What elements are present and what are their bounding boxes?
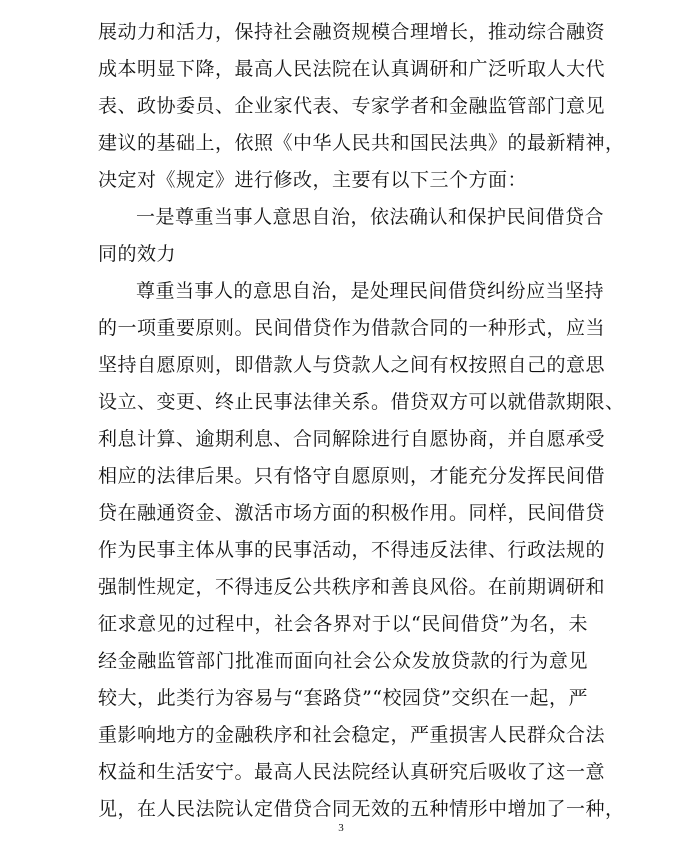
text-line-9: 的一项重要原则。民间借贷作为借款合同的一种形式，应当 bbox=[98, 317, 606, 339]
text-line-13: 相应的法律后果。只有恪守自愿原则，才能充分发挥民间借 bbox=[98, 465, 606, 487]
text-line-5: 决定对《规定》进行修改，主要有以下三个方面： bbox=[98, 169, 528, 191]
text-line-2: 成本明显下降，最高人民法院在认真调研和广泛听取人大代 bbox=[98, 58, 606, 80]
section-heading-line-2: 同的效力 bbox=[98, 243, 177, 265]
text-line-22: 见，在人民法院认定借贷合同无效的五种情形中增加了一种， bbox=[98, 798, 625, 820]
text-line-10: 坚持自愿原则，即借款人与贷款人之间有权按照自己的意思 bbox=[98, 354, 606, 376]
text-line-11: 设立、变更、终止民事法律关系。借贷双方可以就借款期限、 bbox=[98, 391, 625, 413]
text-line-16: 强制性规定，不得违反公共秩序和善良风俗。在前期调研和 bbox=[98, 576, 606, 598]
text-line-20: 重影响地方的金融秩序和社会稳定，严重损害人民群众合法 bbox=[98, 724, 606, 746]
page-number: 3 bbox=[338, 822, 344, 834]
text-line-3: 表、政协委员、企业家代表、专家学者和金融监管部门意见 bbox=[98, 95, 606, 117]
text-line-4: 建议的基础上，依照《中华人民共和国民法典》的最新精神， bbox=[98, 132, 625, 154]
section-heading-line-1: 一是尊重当事人意思自治，依法确认和保护民间借贷合 bbox=[136, 206, 605, 228]
text-line-8: 尊重当事人的意思自治，是处理民间借贷纠纷应当坚持 bbox=[136, 280, 605, 302]
text-line-1: 展动力和活力，保持社会融资规模合理增长，推动综合融资 bbox=[98, 21, 606, 43]
text-line-21: 权益和生活安宁。最高人民法院经认真研究后吸收了这一意 bbox=[98, 761, 606, 783]
text-line-15: 作为民事主体从事的民事活动，不得违反法律、行政法规的 bbox=[98, 539, 606, 561]
text-line-17: 征求意见的过程中，社会各界对于以“民间借贷”为名，未 bbox=[98, 613, 588, 635]
text-line-12: 利息计算、逾期利息、合同解除进行自愿协商，并自愿承受 bbox=[98, 428, 606, 450]
text-line-19: 较大，此类行为容易与“套路贷”“校园贷”交织在一起，严 bbox=[98, 687, 588, 709]
text-line-18: 经金融监管部门批准而面向社会公众发放贷款的行为意见 bbox=[98, 650, 588, 672]
text-line-14: 贷在融通资金、激活市场方面的积极作用。同样，民间借贷 bbox=[98, 502, 606, 524]
